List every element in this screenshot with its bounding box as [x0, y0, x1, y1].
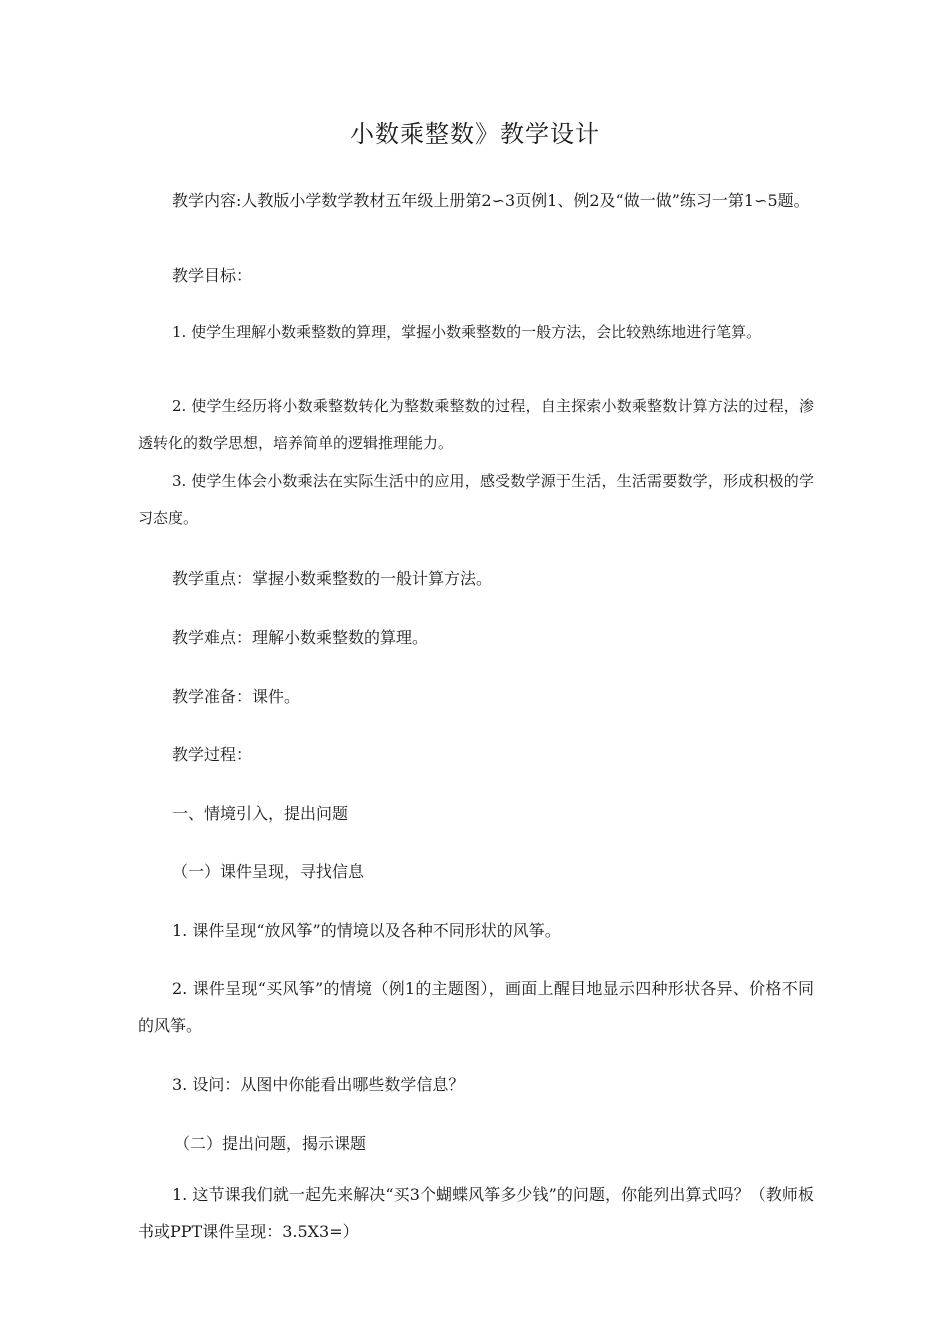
objective-2: 2. 使学生经历将小数乘整数转化为整数乘整数的过程，自主探索小数乘整数计算方法的过程，渗透转化的数学思想，培养简单的逻辑推理能力。	[138, 397, 814, 452]
document-title: 小数乘整数》教学设计	[350, 120, 600, 148]
objectives-heading: 教学目标：	[172, 266, 253, 285]
difficulty: 教学难点：理解小数乘整数的算理。	[172, 628, 429, 647]
objective-1: 1. 使学生理解小数乘整数的算理，掌握小数乘整数的一般方法，会比较熟练地进行笔算。	[172, 323, 762, 341]
item-4: 1. 这节课我们就一起先来解决“买3个蝴蝶风筝多少钱”的问题，你能列出算式吗？（教师板书或PPT课件呈现：3.5X3=）	[138, 1185, 814, 1241]
item-2: 2. 课件呈现“买风筝”的情境（例1的主题图），画面上醒目地显示四种形状各异、价格不同的风筝。	[138, 979, 814, 1035]
objective-3: 3. 使学生体会小数乘法在实际生活中的应用，感受数学源于生活，生活需要数学，形成积极的学习态度。	[138, 472, 814, 527]
section-1-heading: 一、情境引入，提出问题	[172, 804, 349, 823]
preparation: 教学准备：课件。	[172, 687, 301, 706]
teaching-content: 教学内容:人教版小学数学教材五年级上册第2∽3页例1、例2及“做一做”练习一第1∽5题。	[172, 191, 810, 210]
subsection-2-heading: （二）提出问题，揭示课题	[174, 1134, 367, 1153]
process-heading: 教学过程：	[172, 745, 253, 764]
item-1: 1. 课件呈现“放风筝”的情境以及各种不同形状的风筝。	[172, 921, 561, 940]
item-3: 3. 设问：从图中你能看出哪些数学信息？	[172, 1075, 465, 1094]
subsection-1-heading: （一）课件呈现，寻找信息	[172, 862, 365, 881]
key-point: 教学重点：掌握小数乘整数的一般计算方法。	[172, 569, 493, 588]
